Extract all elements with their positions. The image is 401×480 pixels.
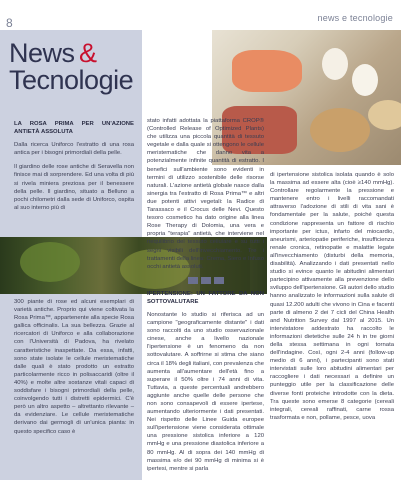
article-paragraph: Dalla ricerca Uniforco l'estratto di una rosa antica per i bisogni primordiali della pelle. bbox=[14, 142, 134, 157]
article-rosa-intro bbox=[14, 120, 134, 218]
leaf-shape bbox=[20, 242, 80, 282]
article-paragraph: Il giardino delle rose antiche di Seravella non finisce mai di sorprendere. Ed una volta di più si rivela miniera preziosa per il benessere della pelle. Il giardino, situato a Belluno a pochi chilometri dalla sede di Uniforco, ospita al suo interno più di bbox=[14, 164, 134, 211]
egg-shape bbox=[352, 64, 378, 96]
article-heading-ipertensione: IPERTENSIONE: UN FATTORE DA NON SOTTOVALUTARE bbox=[147, 290, 264, 305]
divider-block bbox=[188, 277, 198, 284]
section-divider bbox=[147, 277, 264, 284]
article-column-middle bbox=[147, 117, 264, 479]
article-rosa-continued bbox=[14, 298, 134, 442]
egg-shape bbox=[322, 48, 348, 80]
masthead-word-news: News bbox=[9, 38, 75, 68]
article-paragraph: stato infatti adottata la piattaforma CROP® (Controlled Release of Optimized Plants) che utilizza una piccola quantità di tessuto vegetale e dalla quale si ottengono le cellule meristematiche che danno vita a potenzialmente infinite quantità di estratto. I benefici sull'ambiente sono evidenti in termini di utilizzo sostenibile delle risorse naturali. L'azione antietà globale nasce dalla sinergia tra l'estratto di Rosa Prima™ e altri due potenti attivi vegetali: la Radice di Tarassaco e il Crocus delle Nevi. Questo tesoro cosmetico ha dato origine alla linea Rose Therapy di Dolomia, una vera e propria "terapia" antietà, che interviene nel riequilibrio del tessuto cellulare e su tutti i segni visibili dell'invecchiamento. Tre i trattamenti della linea: Crema, Siero e Infuso occhi antietà assoluti. bbox=[147, 118, 264, 270]
masthead-ampersand: & bbox=[78, 38, 97, 68]
section-label: news e tecnologie bbox=[317, 13, 393, 23]
article-paragraph: Nonostante lo studio si riferisca ad un campione "geograficamente distante" i dati sono raccolti da uno studio osservazionale cinese, anche a livello nazionale l'ipertensione è un fenomeno da non sottovalutare. A soffrirne si stima che siano circa il 18% degli italiani, con prevalenza che aumenta all'aumentare dell'età fino a superare il 50% oltre i 74 anni di vita. Tuttavia, a queste percentuali andrebbero aggiunte anche quelle delle persone che non sono consapevoli di essere ipertese, aumentando ulteriormente i dati presentati. Nei rispetto delle Linee Guida europee sull'ipertensione viene considerata ottimale una pressione sistolica inferiore a 120 mmHg e una pressione diastolica inferiore a 80 mmHg. Al di sopra dei 140 mmHg di massima e/o dei 90 mmHg di minima si è ipertesi, mentre si parla bbox=[147, 311, 264, 472]
article-paragraph: 300 piante di rose ed alcuni esemplari di varietà antiche. Proprio qui viene coltivata la Rosa Prima™, appartenente alla specie Rosa gallica officinalis. La sua bellezza. Grazie al ricercatori di Uniforco e alla collaborazione con l'Università di Padova, ha rivelato caratteristiche inaspettate. Da essa, infatti, sono state isolate le cellule meristematiche dalle quali è stato prodotto un estratto particolarmente ricco in polisaccaridi (oltre il 40%) e molte altre sostanze vitali capaci di soddisfare i bisogni primordiali della pelle, coinvolgendo tutti i distretti epidermici. C'è però un altro aspetto – altrettanto rilevante – da evidenziare. Le cellule meristematiche derivano dai germogli di un'unica pianta: in questo specifico caso è bbox=[14, 299, 134, 435]
article-paragraph: di ipertensione sistolica isolata quando è solo la massima ad essere alta (cioè ≥140 mmHg). Controllare regolarmente la pressione e mantenere entro i livelli raccomandati attraverso l'adozione di stili di vita sani è fondamentale per la salute, poiché questa condizione rappresenta un fattore di rischio importante per ictus, infarto del miocardio, aneurismi, arteriopatie periferiche, insufficienza renale cronica, retinopatie e malattie legate all'invecchiamento (disturbi della memoria, disabilità). Analizzando i dati presentati nello studio si evince quanto le abitudini alimentari partecipino attivamente alla prevenzione dello sviluppo dell'ipertensione. Gli autori dello studio hanno analizzato le informazioni sulla salute di quasi 12.200 adulti che vivono in Cina e facenti parte di almeno 2 dei 7 cicli del China Health and Nutrition Survey dal 1997 al 2015. Un intervistatore addestrato ha raccolto le informazioni dietetiche sulle 24 h in tre giorni della stessa settimana in ogni tornata dell'indagine. Così, ogni 2-4 anni (follow-up medio di 6 anni), i partecipanti sono stati intervistati sulle loro abitudini alimentari per raccogliere i dati necessari a definire un punteggio utile per la classificazione delle diverse fonti proteiche introdotte con la dieta. Tra queste sono emerse 8 categorie (cereali integrali, cereali raffinati, carne rossa trasformata e non, pollame, pesce, uova bbox=[270, 172, 394, 421]
article-column-right bbox=[270, 171, 394, 428]
grain-bowl-shape bbox=[368, 100, 401, 130]
nuts-bowl-shape bbox=[310, 108, 370, 152]
divider-block bbox=[214, 277, 224, 284]
divider-block bbox=[201, 277, 211, 284]
article-heading-rosa: LA ROSA PRIMA PER UN'AZIONE ANTIETÀ ASSOLUTA bbox=[14, 121, 134, 136]
salmon-fillet-shape bbox=[232, 50, 302, 92]
masthead-word-tecnologie: Tecnologie bbox=[9, 65, 134, 95]
masthead-title bbox=[9, 40, 133, 94]
page-header bbox=[0, 0, 401, 30]
page-number: 8 bbox=[6, 16, 13, 30]
